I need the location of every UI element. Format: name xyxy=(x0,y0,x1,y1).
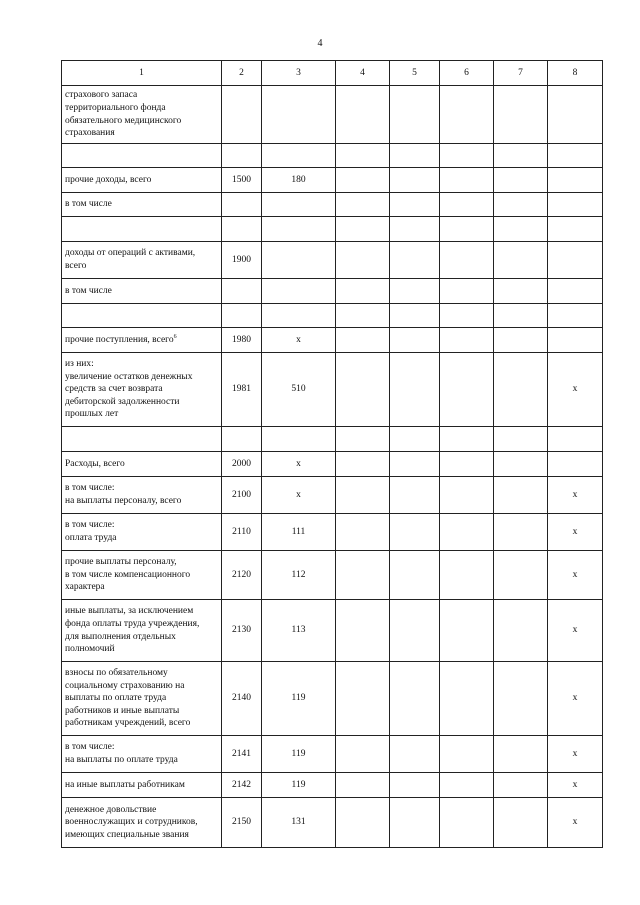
row-label: прочие выплаты персоналу, в том числе компенсационного характера xyxy=(65,557,191,593)
row-empty-cell-7 xyxy=(494,144,548,168)
row-empty-cell-6 xyxy=(440,600,494,662)
row-empty-cell-6 xyxy=(440,168,494,193)
row-empty-cell-7 xyxy=(494,514,548,551)
row-empty-cell-4 xyxy=(336,514,390,551)
table-row xyxy=(62,514,603,551)
row-label-cell xyxy=(62,452,222,477)
row-empty-cell-5 xyxy=(390,773,440,798)
row-label: в том числе: на выплаты персоналу, всего xyxy=(65,483,182,506)
row-label: прочие доходы, всего xyxy=(65,174,152,185)
row-empty-cell-4 xyxy=(336,86,390,144)
row-label: в том числе xyxy=(65,285,112,296)
row-empty-cell-5 xyxy=(390,86,440,144)
row-empty-cell-4 xyxy=(336,144,390,168)
row-empty-cell-5 xyxy=(390,168,440,193)
row-col8-cell: x xyxy=(548,773,603,798)
table-row xyxy=(62,477,603,514)
row-empty-cell-6 xyxy=(440,514,494,551)
row-empty-cell-6 xyxy=(440,86,494,144)
row-label: в том числе: на выплаты по оплате труда xyxy=(65,742,178,765)
row-kbk-cell xyxy=(262,86,336,144)
header-cell-7: 7 xyxy=(494,61,548,86)
row-empty-cell-7 xyxy=(494,193,548,217)
row-empty-cell-7 xyxy=(494,551,548,600)
row-label: страхового запаса территориального фонда обязательного медицинского страхования xyxy=(65,90,182,139)
row-empty-cell-7 xyxy=(494,477,548,514)
row-empty-cell-5 xyxy=(390,242,440,279)
row-empty-cell-6 xyxy=(440,279,494,304)
row-kbk-cell: 510 xyxy=(262,353,336,427)
row-label-cell xyxy=(62,662,222,736)
row-label: Расходы, всего xyxy=(65,458,125,469)
row-empty-cell-5 xyxy=(390,551,440,600)
row-empty-cell-4 xyxy=(336,427,390,452)
row-code-cell: 2120 xyxy=(222,551,262,600)
row-label-cell xyxy=(62,193,222,217)
row-kbk-cell xyxy=(262,193,336,217)
row-code-cell: 1980 xyxy=(222,328,262,353)
financial-plan-table xyxy=(61,60,603,848)
header-cell-5: 5 xyxy=(390,61,440,86)
row-col8-cell xyxy=(548,168,603,193)
row-label: в том числе: оплата труда xyxy=(65,520,117,543)
row-empty-cell-7 xyxy=(494,279,548,304)
row-empty-cell-5 xyxy=(390,514,440,551)
table-row xyxy=(62,773,603,798)
row-kbk-cell xyxy=(262,427,336,452)
row-code-cell xyxy=(222,144,262,168)
row-kbk-cell: 119 xyxy=(262,736,336,773)
row-empty-cell-6 xyxy=(440,452,494,477)
row-empty-cell-4 xyxy=(336,304,390,328)
row-kbk-cell: x xyxy=(262,477,336,514)
row-kbk-cell: 112 xyxy=(262,551,336,600)
row-empty-cell-5 xyxy=(390,798,440,848)
table-row xyxy=(62,551,603,600)
row-empty-cell-4 xyxy=(336,798,390,848)
row-empty-cell-6 xyxy=(440,551,494,600)
row-col8-cell: x xyxy=(548,662,603,736)
row-empty-cell-6 xyxy=(440,328,494,353)
row-label-cell xyxy=(62,736,222,773)
row-col8-cell xyxy=(548,452,603,477)
row-col8-cell xyxy=(548,144,603,168)
row-label-cell xyxy=(62,477,222,514)
row-empty-cell-6 xyxy=(440,798,494,848)
row-empty-cell-5 xyxy=(390,662,440,736)
row-empty-cell-4 xyxy=(336,328,390,353)
row-col8-cell xyxy=(548,193,603,217)
table-row xyxy=(62,144,603,168)
row-empty-cell-6 xyxy=(440,353,494,427)
header-cell-3: 3 xyxy=(262,61,336,86)
row-empty-cell-7 xyxy=(494,217,548,242)
row-empty-cell-4 xyxy=(336,477,390,514)
table-row xyxy=(62,86,603,144)
row-empty-cell-4 xyxy=(336,217,390,242)
row-col8-cell: x xyxy=(548,477,603,514)
header-cell-1: 1 xyxy=(62,61,222,86)
row-col8-cell: x xyxy=(548,353,603,427)
table-header-row xyxy=(62,61,603,86)
row-col8-cell: x xyxy=(548,736,603,773)
table-row xyxy=(62,168,603,193)
row-empty-cell-6 xyxy=(440,662,494,736)
header-cell-2: 2 xyxy=(222,61,262,86)
row-empty-cell-7 xyxy=(494,328,548,353)
row-empty-cell-7 xyxy=(494,353,548,427)
row-label-cell xyxy=(62,353,222,427)
table-row xyxy=(62,600,603,662)
row-empty-cell-7 xyxy=(494,662,548,736)
row-col8-cell xyxy=(548,86,603,144)
row-empty-cell-5 xyxy=(390,452,440,477)
footnote-marker: 6 xyxy=(173,333,177,340)
row-col8-cell: x xyxy=(548,798,603,848)
row-code-cell xyxy=(222,217,262,242)
table-row xyxy=(62,217,603,242)
row-empty-cell-7 xyxy=(494,86,548,144)
row-empty-cell-7 xyxy=(494,736,548,773)
row-kbk-cell: 113 xyxy=(262,600,336,662)
header-cell-4: 4 xyxy=(336,61,390,86)
row-col8-cell xyxy=(548,242,603,279)
row-label: из них: увеличение остатков денежных средств за счет возврата дебиторской задолженности прошлых лет xyxy=(65,359,193,420)
row-label-cell xyxy=(62,168,222,193)
row-empty-cell-7 xyxy=(494,452,548,477)
row-empty-cell-6 xyxy=(440,144,494,168)
row-code-cell: 1981 xyxy=(222,353,262,427)
row-col8-cell: x xyxy=(548,514,603,551)
row-kbk-cell: 119 xyxy=(262,662,336,736)
row-kbk-cell: x xyxy=(262,452,336,477)
row-empty-cell-5 xyxy=(390,600,440,662)
table-row xyxy=(62,279,603,304)
row-code-cell xyxy=(222,86,262,144)
row-empty-cell-4 xyxy=(336,662,390,736)
row-code-cell: 2000 xyxy=(222,452,262,477)
row-label-cell xyxy=(62,551,222,600)
row-empty-cell-5 xyxy=(390,427,440,452)
row-empty-cell-4 xyxy=(336,168,390,193)
row-empty-cell-6 xyxy=(440,477,494,514)
header-cell-6: 6 xyxy=(440,61,494,86)
row-code-cell xyxy=(222,427,262,452)
row-empty-cell-7 xyxy=(494,168,548,193)
row-empty-cell-7 xyxy=(494,600,548,662)
row-empty-cell-4 xyxy=(336,242,390,279)
row-code-cell: 2142 xyxy=(222,773,262,798)
row-code-cell: 2110 xyxy=(222,514,262,551)
row-label: в том числе xyxy=(65,199,112,210)
row-label: доходы от операций с активами, всего xyxy=(65,248,196,271)
row-empty-cell-4 xyxy=(336,600,390,662)
row-empty-cell-5 xyxy=(390,328,440,353)
row-kbk-cell xyxy=(262,217,336,242)
row-empty-cell-5 xyxy=(390,304,440,328)
row-empty-cell-7 xyxy=(494,798,548,848)
row-code-cell: 2130 xyxy=(222,600,262,662)
row-empty-cell-6 xyxy=(440,193,494,217)
row-empty-cell-4 xyxy=(336,279,390,304)
row-empty-cell-4 xyxy=(336,353,390,427)
row-empty-cell-5 xyxy=(390,477,440,514)
row-kbk-cell xyxy=(262,242,336,279)
row-empty-cell-5 xyxy=(390,193,440,217)
row-empty-cell-6 xyxy=(440,736,494,773)
row-label-cell xyxy=(62,144,222,168)
row-empty-cell-4 xyxy=(336,452,390,477)
row-empty-cell-4 xyxy=(336,773,390,798)
row-code-cell xyxy=(222,193,262,217)
row-empty-cell-5 xyxy=(390,144,440,168)
row-empty-cell-6 xyxy=(440,217,494,242)
row-label-cell xyxy=(62,328,222,353)
page-number: 4 xyxy=(317,38,323,49)
table-row xyxy=(62,304,603,328)
row-col8-cell xyxy=(548,217,603,242)
row-empty-cell-6 xyxy=(440,304,494,328)
row-empty-cell-7 xyxy=(494,304,548,328)
row-kbk-cell xyxy=(262,279,336,304)
row-kbk-cell: 131 xyxy=(262,798,336,848)
row-code-cell: 1500 xyxy=(222,168,262,193)
row-label-cell xyxy=(62,514,222,551)
row-kbk-cell: x xyxy=(262,328,336,353)
table-row xyxy=(62,427,603,452)
table-row xyxy=(62,452,603,477)
row-label: на иные выплаты работникам xyxy=(65,779,185,790)
row-empty-cell-7 xyxy=(494,773,548,798)
row-kbk-cell xyxy=(262,304,336,328)
table-row xyxy=(62,242,603,279)
row-empty-cell-4 xyxy=(336,551,390,600)
row-empty-cell-4 xyxy=(336,193,390,217)
row-label-cell xyxy=(62,600,222,662)
row-empty-cell-6 xyxy=(440,773,494,798)
row-col8-cell xyxy=(548,279,603,304)
row-label-cell xyxy=(62,242,222,279)
row-label-cell xyxy=(62,217,222,242)
row-label-cell xyxy=(62,773,222,798)
row-label: прочие поступления, всего xyxy=(65,334,174,345)
row-empty-cell-5 xyxy=(390,217,440,242)
row-empty-cell-4 xyxy=(336,736,390,773)
row-label-cell xyxy=(62,86,222,144)
row-col8-cell xyxy=(548,328,603,353)
row-label: денежное довольствие военнослужащих и сотрудников, имеющих специальные звания xyxy=(65,804,198,840)
row-label-cell xyxy=(62,798,222,848)
row-empty-cell-7 xyxy=(494,242,548,279)
row-empty-cell-6 xyxy=(440,427,494,452)
row-empty-cell-7 xyxy=(494,427,548,452)
table-row xyxy=(62,662,603,736)
row-label: взносы по обязательному социальному страхованию на выплаты по оплате труда работников и иные выплаты работникам учреждений, всего xyxy=(65,668,191,729)
row-code-cell: 2150 xyxy=(222,798,262,848)
row-code-cell xyxy=(222,279,262,304)
row-kbk-cell: 180 xyxy=(262,168,336,193)
row-code-cell: 2100 xyxy=(222,477,262,514)
row-empty-cell-5 xyxy=(390,279,440,304)
table-row xyxy=(62,328,603,353)
row-code-cell: 2141 xyxy=(222,736,262,773)
row-col8-cell xyxy=(548,427,603,452)
row-label-cell xyxy=(62,304,222,328)
row-code-cell: 1900 xyxy=(222,242,262,279)
row-label: иные выплаты, за исключением фонда оплаты труда учреждения, для выполнения отдельных полномочий xyxy=(65,606,200,655)
row-empty-cell-6 xyxy=(440,242,494,279)
row-col8-cell xyxy=(548,304,603,328)
row-kbk-cell xyxy=(262,144,336,168)
header-cell-8: 8 xyxy=(548,61,603,86)
table-row xyxy=(62,353,603,427)
row-col8-cell: x xyxy=(548,600,603,662)
row-empty-cell-5 xyxy=(390,736,440,773)
row-col8-cell: x xyxy=(548,551,603,600)
row-label-cell xyxy=(62,279,222,304)
table-row xyxy=(62,736,603,773)
table-row xyxy=(62,798,603,848)
table-row xyxy=(62,193,603,217)
row-code-cell: 2140 xyxy=(222,662,262,736)
row-code-cell xyxy=(222,304,262,328)
row-kbk-cell: 111 xyxy=(262,514,336,551)
row-empty-cell-5 xyxy=(390,353,440,427)
row-kbk-cell: 119 xyxy=(262,773,336,798)
row-label-cell xyxy=(62,427,222,452)
